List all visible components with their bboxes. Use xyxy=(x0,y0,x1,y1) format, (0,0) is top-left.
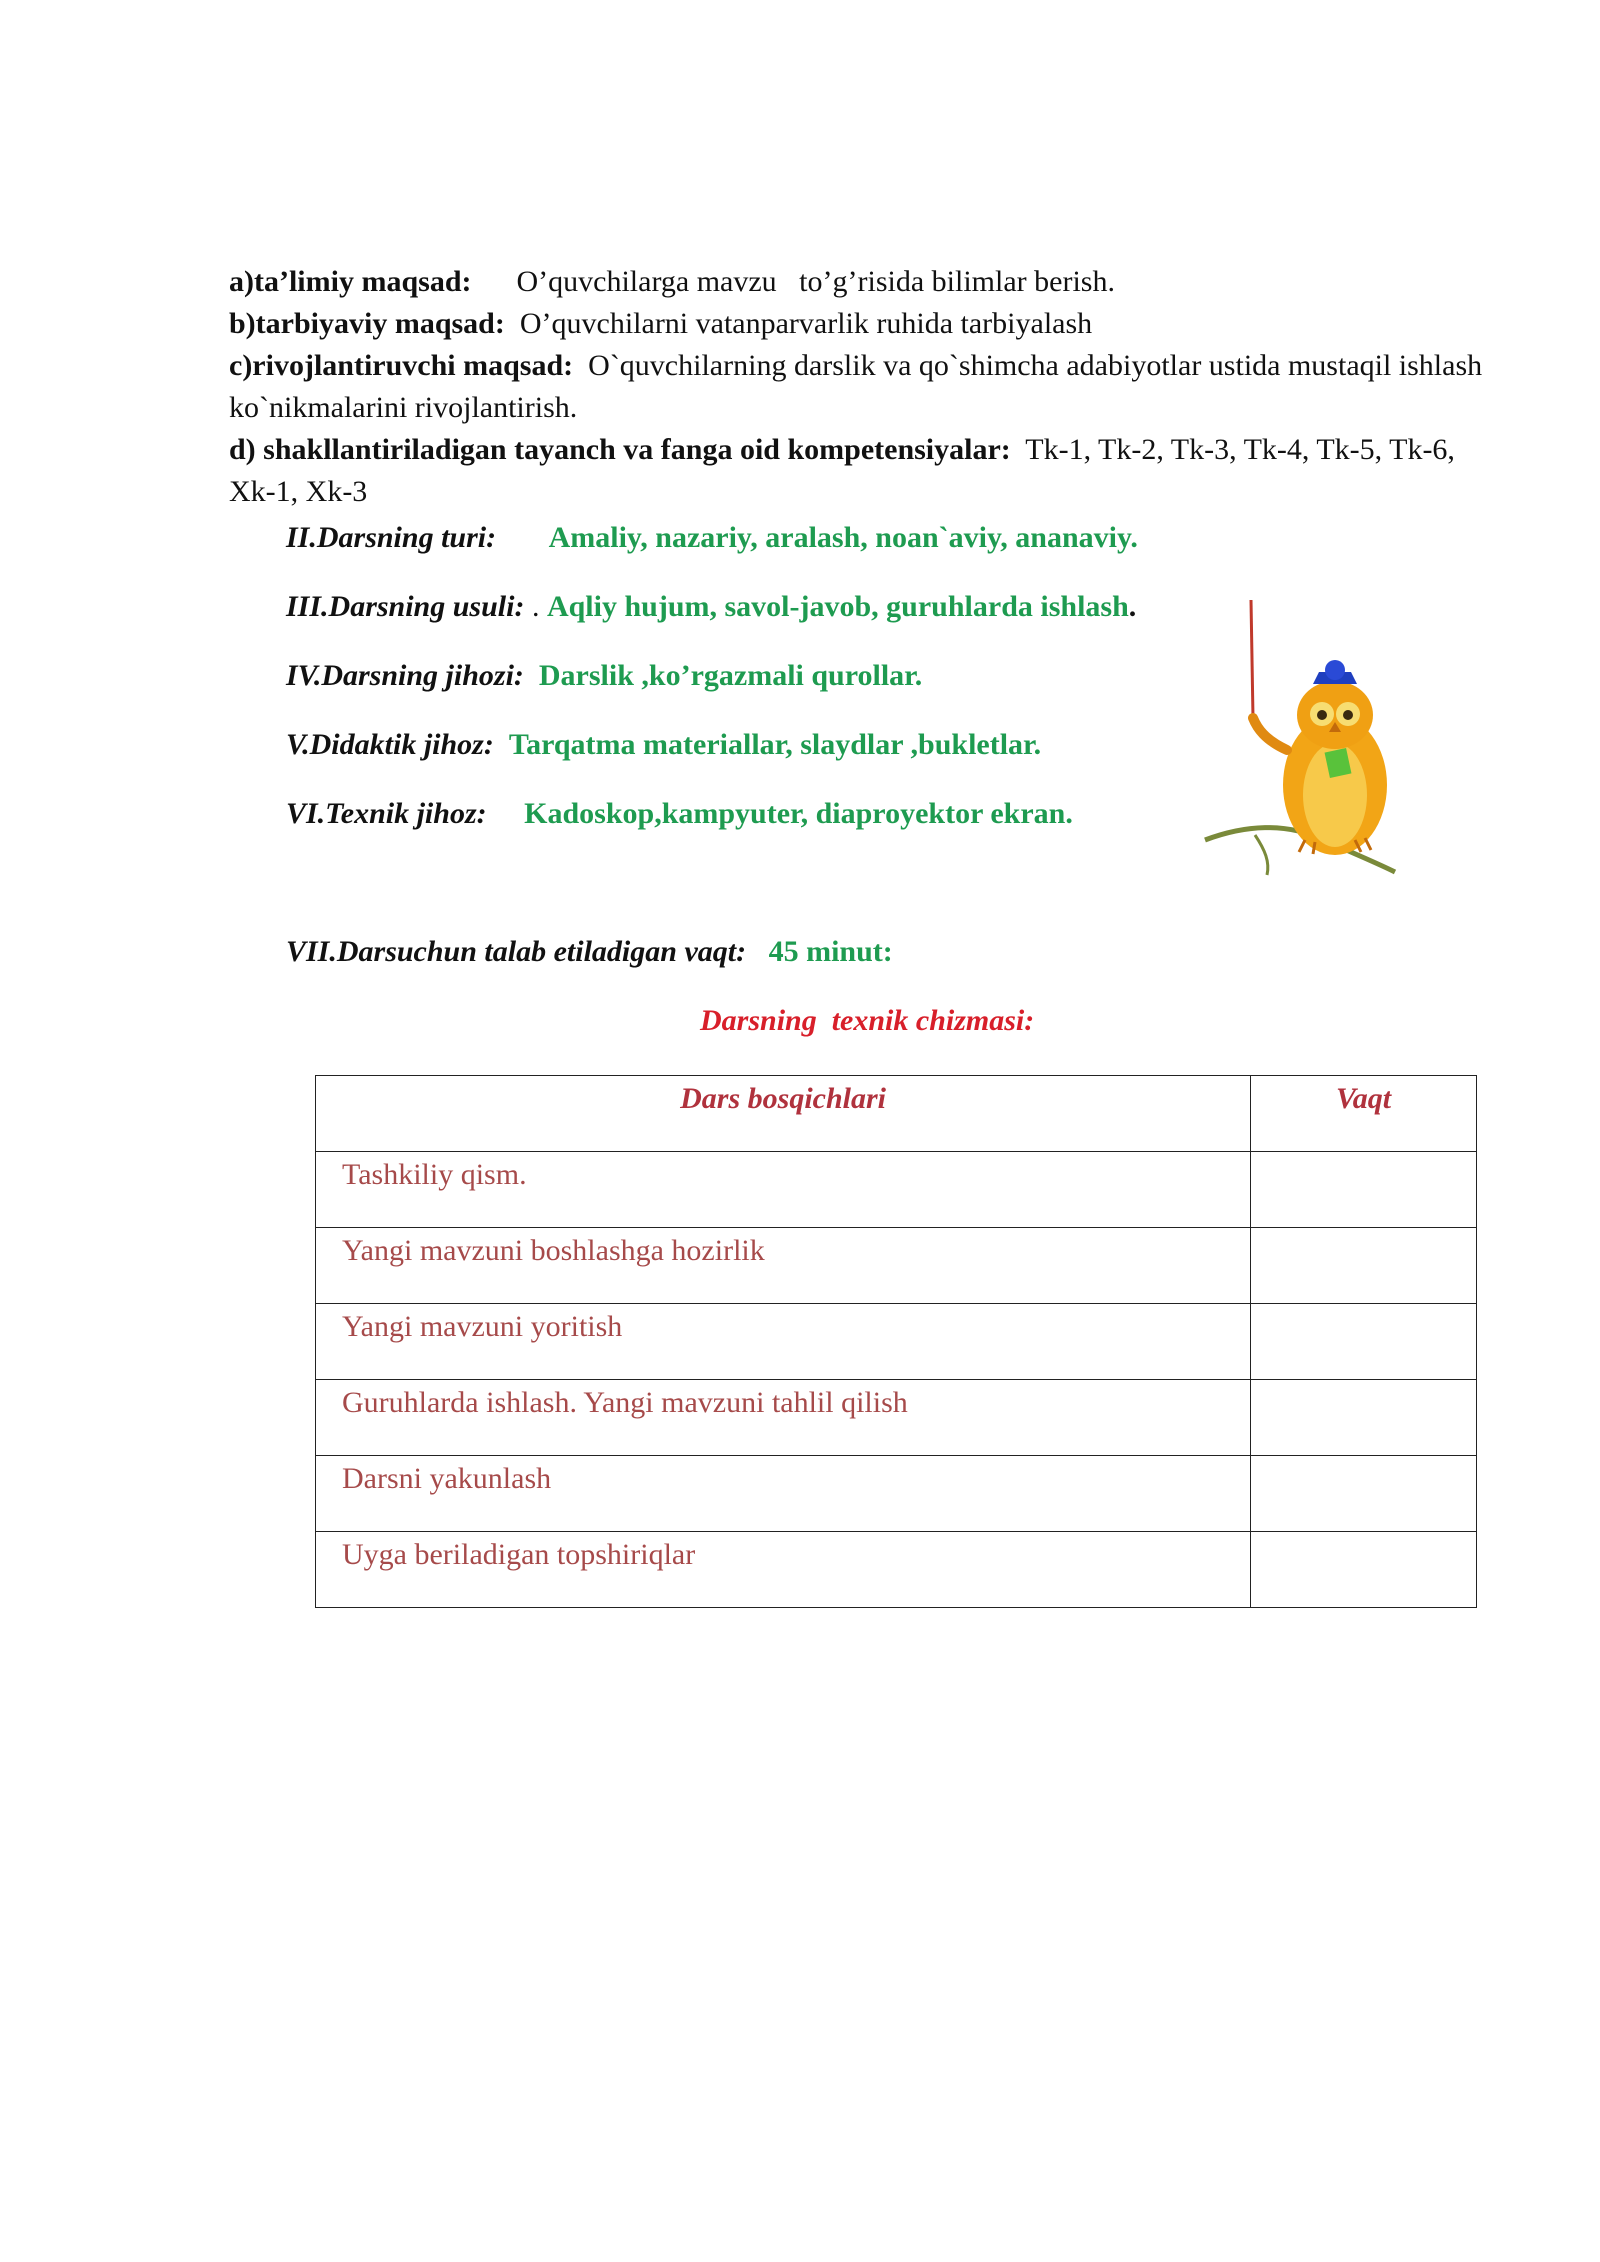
lesson-time-value: 45 minut: xyxy=(768,935,893,968)
owl-teacher-icon xyxy=(1195,600,1415,890)
table-row xyxy=(316,1228,1477,1304)
goal-c-text: O`quvchilarning darslik va qo`shimcha adabiyotlar ustida mustaqil ishlash ko`nikmalarini rivojlantirish. xyxy=(229,349,1483,424)
time-cell xyxy=(1251,1304,1477,1380)
time-cell xyxy=(1251,1532,1477,1608)
lesson-method-sep: . xyxy=(524,590,547,623)
didactic-equipment-value: Tarqatma materiallar, slaydlar ,bukletlar. xyxy=(508,728,1042,761)
goal-d-text: Tk-1, Tk-2, Tk-3, Tk-4, Tk-5, Tk-6, Xk-1, Xk-3 xyxy=(229,433,1455,508)
goal-d-label: d) shakllantiriladigan tayanch va fanga oid kompetensiyalar: xyxy=(229,433,1011,466)
table-row xyxy=(316,1532,1477,1608)
time-cell xyxy=(1251,1152,1477,1228)
lesson-type xyxy=(286,517,1138,559)
goal-a-text: O’quvchilarga mavzu to’g’risida bilimlar berish. xyxy=(516,265,1115,298)
header-time: Vaqt xyxy=(1251,1076,1477,1152)
lesson-method-label: III.Darsning usuli: xyxy=(286,590,525,623)
stage-cell: Darsni yakunlash xyxy=(316,1456,1251,1532)
goal-a-label: a)ta’limiy maqsad: xyxy=(229,265,472,298)
goal-b xyxy=(229,303,1092,345)
stage-cell: Tashkiliy qism. xyxy=(316,1152,1251,1228)
lesson-equipment-value: Darslik ,ko’rgazmali qurollar. xyxy=(538,659,923,692)
time-cell xyxy=(1251,1380,1477,1456)
technical-equipment xyxy=(286,793,1073,835)
goal-c xyxy=(229,345,1489,429)
goal-b-text: O’quvchilarni vatanparvarlik ruhida tarbiyalash xyxy=(519,307,1093,340)
didactic-equipment xyxy=(286,724,1041,766)
lesson-type-label: II.Darsning turi: xyxy=(286,521,497,554)
goal-b-label: b)tarbiyaviy maqsad: xyxy=(229,307,505,340)
lesson-plan-table xyxy=(315,1075,1477,1608)
stage-cell: Guruhlarda ishlash. Yangi mavzuni tahlil qilish xyxy=(316,1380,1251,1456)
goal-a xyxy=(229,261,1115,303)
lesson-method xyxy=(286,586,1136,628)
table-row xyxy=(316,1380,1477,1456)
lesson-method-end: . xyxy=(1128,590,1137,623)
lesson-method-value: Aqliy hujum, savol-javob, guruhlarda ishlash xyxy=(546,590,1129,623)
table-header-row xyxy=(316,1076,1477,1152)
table-row xyxy=(316,1304,1477,1380)
technical-equipment-value: Kadoskop,kampyuter, diaproyektor ekran. xyxy=(524,797,1073,830)
time-cell xyxy=(1251,1456,1477,1532)
goal-c-label: c)rivojlantiruvchi maqsad: xyxy=(229,349,574,382)
lesson-equipment-label: IV.Darsning jihozi: xyxy=(286,659,524,692)
lesson-type-value: Amaliy, nazariy, aralash, noan`aviy, ananaviy. xyxy=(548,521,1138,554)
scheme-title: Darsning texnik chizmasi: xyxy=(700,1004,1035,1037)
time-cell xyxy=(1251,1228,1477,1304)
technical-equipment-label: VI.Texnik jihoz: xyxy=(286,797,487,830)
stage-cell: Yangi mavzuni yoritish xyxy=(316,1304,1251,1380)
lesson-equipment xyxy=(286,655,922,697)
table-row xyxy=(316,1456,1477,1532)
header-stages: Dars bosqichlari xyxy=(316,1076,1251,1152)
lesson-time xyxy=(286,931,893,973)
table-row xyxy=(316,1152,1477,1228)
didactic-equipment-label: V.Didaktik jihoz: xyxy=(286,728,494,761)
stage-cell: Yangi mavzuni boshlashga hozirlik xyxy=(316,1228,1251,1304)
lesson-time-label: VII.Darsuchun talab etiladigan vaqt: xyxy=(286,935,747,968)
goal-d xyxy=(229,429,1489,513)
stage-cell: Uyga beriladigan topshiriqlar xyxy=(316,1532,1251,1608)
